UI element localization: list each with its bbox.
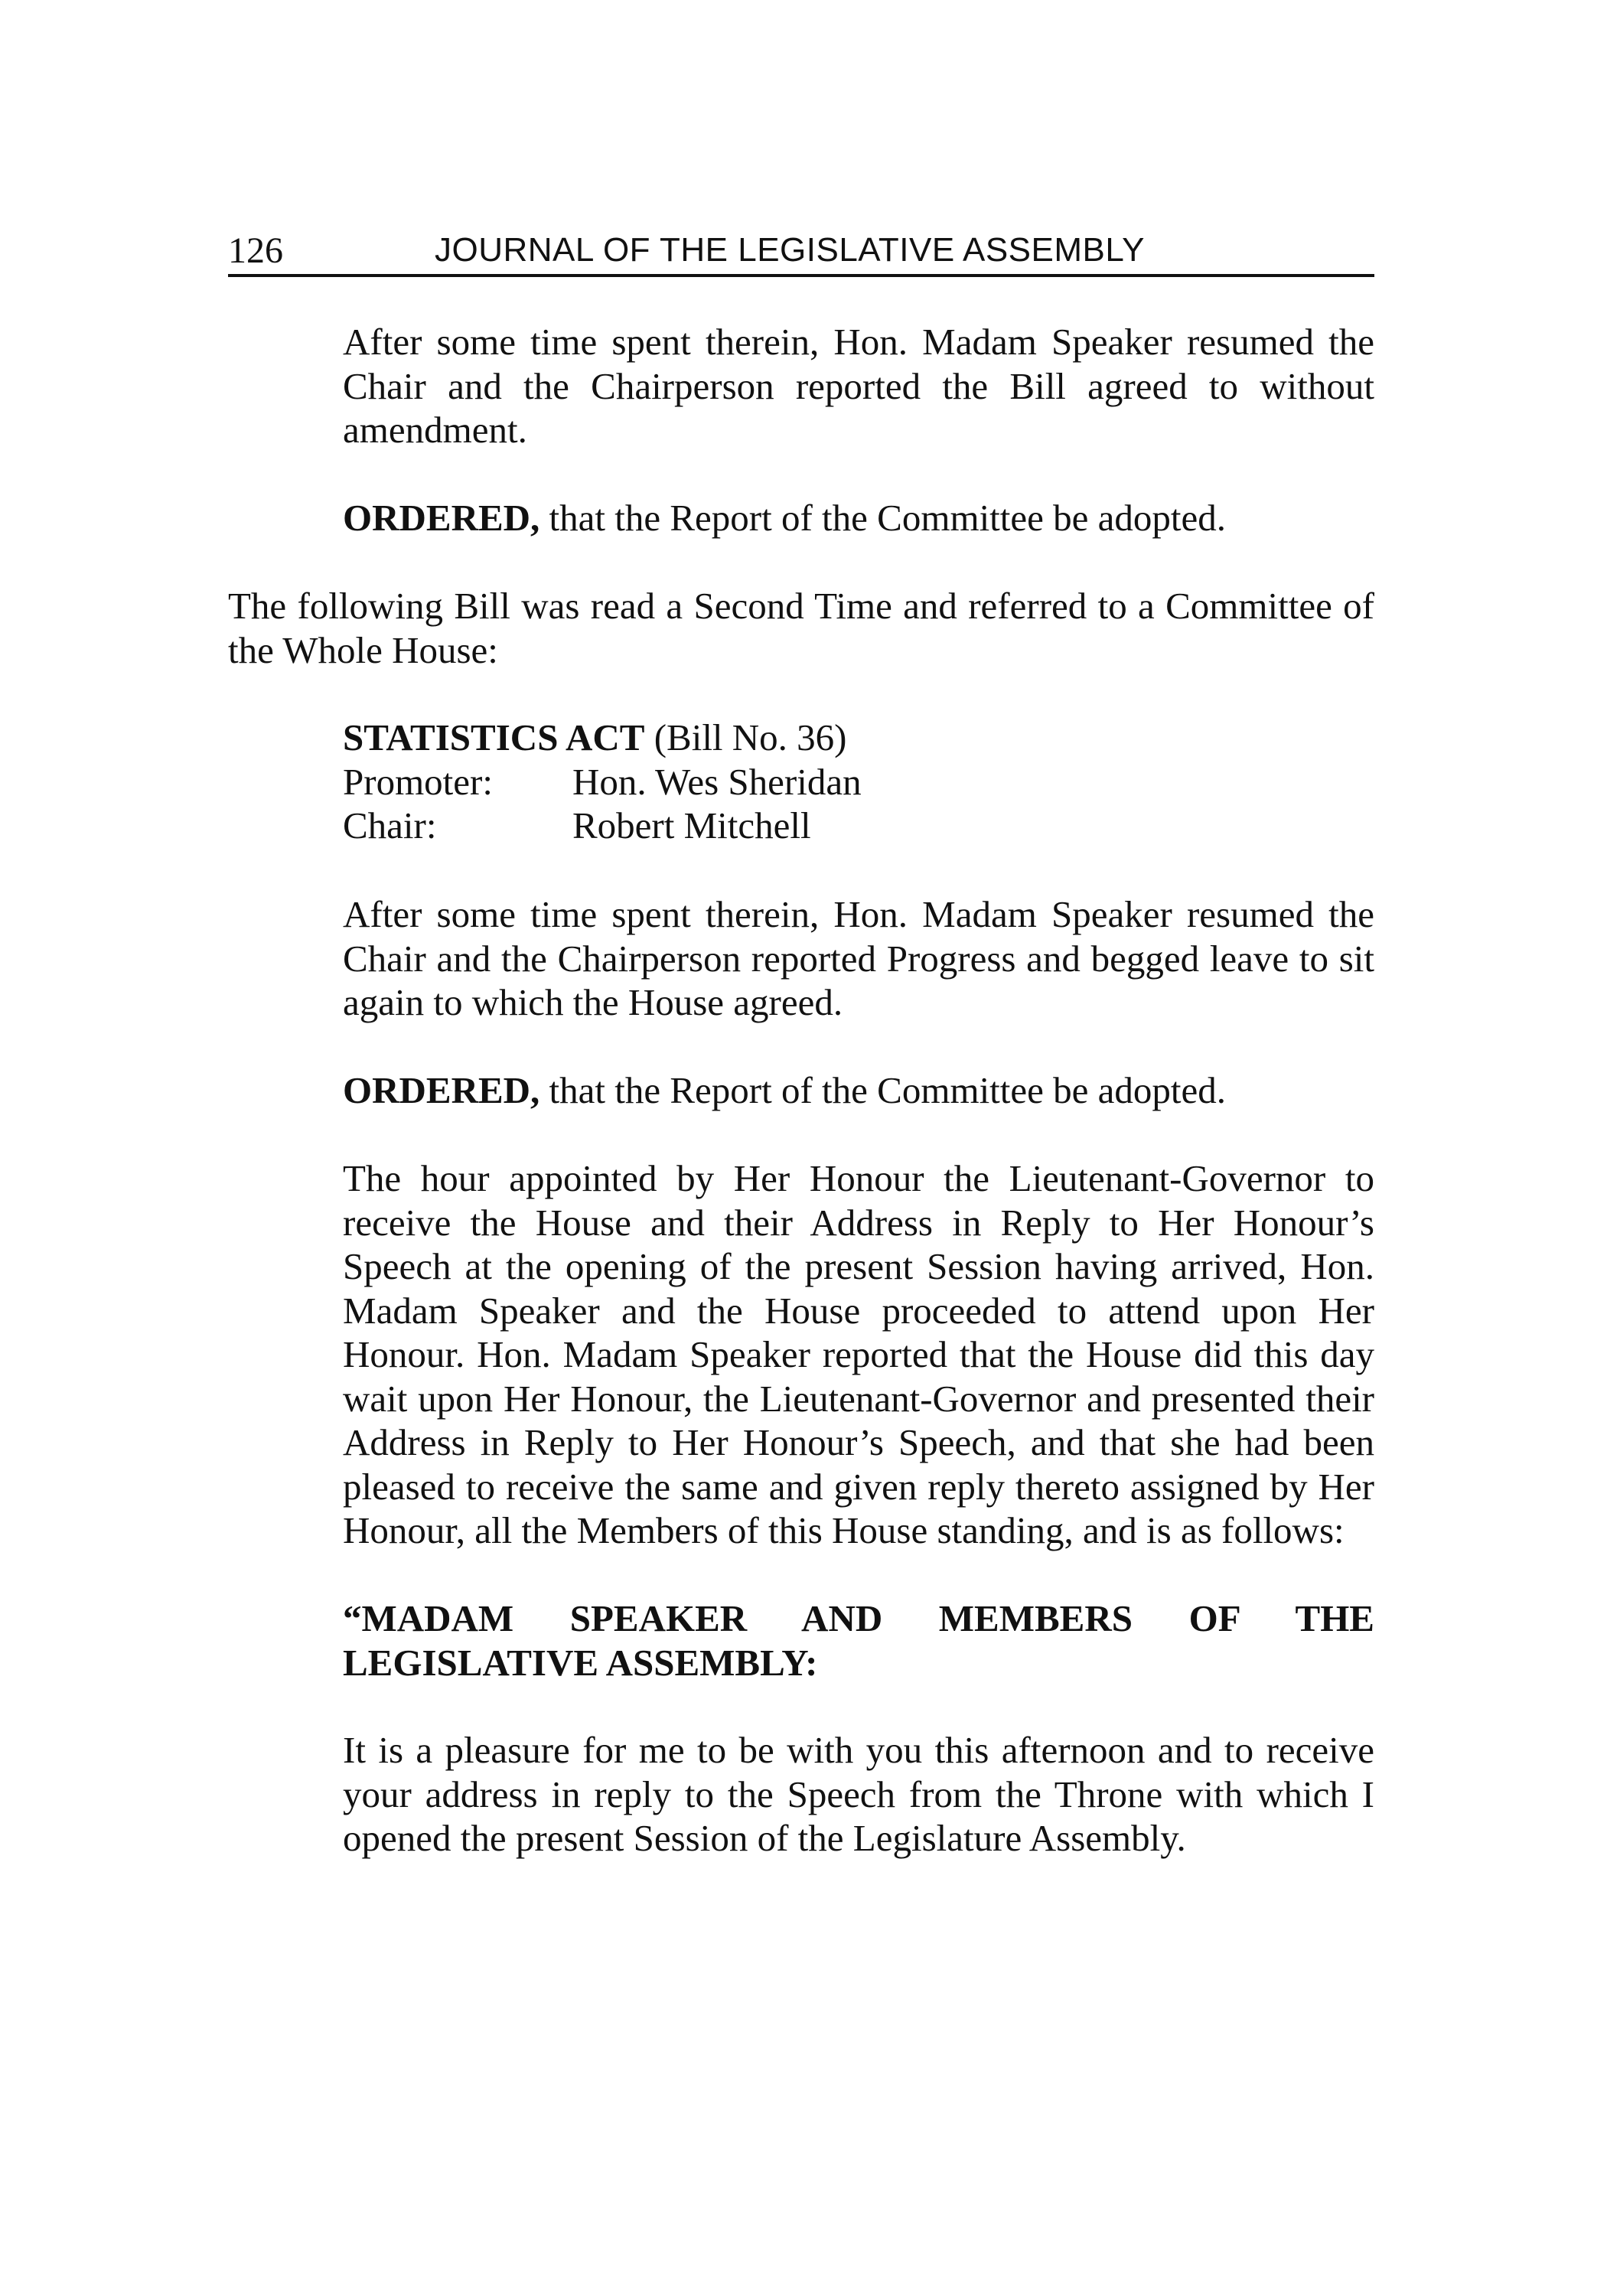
ordered-keyword: ORDERED,	[343, 497, 540, 539]
promoter-label: Promoter:	[343, 760, 493, 803]
ordered-text: that the Report of the Committee be adopted.	[539, 497, 1227, 539]
bill-chair-row	[343, 804, 862, 848]
salutation-line-2: LEGISLATIVE ASSEMBLY:	[343, 1641, 818, 1684]
bill-title	[343, 716, 862, 760]
ordered-statement-2	[343, 1068, 1374, 1113]
paragraph-reply-opening: It is a pleasure for me to be with you this afternoon and to receive your address in reply to the Speech from the Throne with which I opened the present Session of the Legislature Assembly.	[343, 1729, 1374, 1859]
bill-name: STATISTICS ACT	[343, 716, 645, 758]
promoter-value: Hon. Wes Sheridan	[572, 760, 862, 803]
running-header	[228, 227, 1374, 277]
salutation-line-1: “MADAM SPEAKER AND MEMBERS OF THE	[343, 1597, 1374, 1639]
ordered-statement-1	[343, 496, 1374, 540]
bill-promoter-row	[343, 760, 862, 804]
chair-value: Robert Mitchell	[572, 804, 811, 846]
ordered-text: that the Report of the Committee be adopted.	[539, 1069, 1227, 1111]
paragraph-committee-report-2: After some time spent therein, Hon. Madam Speaker resumed the Chair and the Chairperson reported Progress and begged leave to sit again to which the House agreed.	[343, 893, 1374, 1023]
salutation	[343, 1596, 1374, 1684]
page-number: 126	[228, 230, 283, 271]
chair-label: Chair:	[343, 804, 437, 846]
paragraph-address-in-reply: The hour appointed by Her Honour the Lieutenant-Governor to receive the House and their Address in Reply to Her Honour’s Speech at the opening of the present Session having arrived, Hon. Madam Speaker and the House proceeded to attend upon Her Honour. Hon. Madam Speaker reported that the House did this day wait upon Her Honour, the Lieutenant-Governor and presented their Address in Reply to Her Honour’s Speech, and that she had been pleased to receive the same and given reply thereto assigned by Her Honour, all the Members of this House standing, and is as follows:	[343, 1157, 1374, 1551]
paragraph-second-reading: The following Bill was read a Second Time and referred to a Committee of the Whole House:	[228, 585, 1374, 671]
ordered-keyword: ORDERED,	[343, 1069, 540, 1111]
bill-number: (Bill No. 36)	[644, 716, 847, 758]
paragraph-committee-report-1: After some time spent therein, Hon. Madam Speaker resumed the Chair and the Chairperson reported the Bill agreed to without amendment.	[343, 321, 1374, 451]
running-title: JOURNAL OF THE LEGISLATIVE ASSEMBLY	[435, 231, 1145, 269]
bill-details	[343, 716, 862, 848]
